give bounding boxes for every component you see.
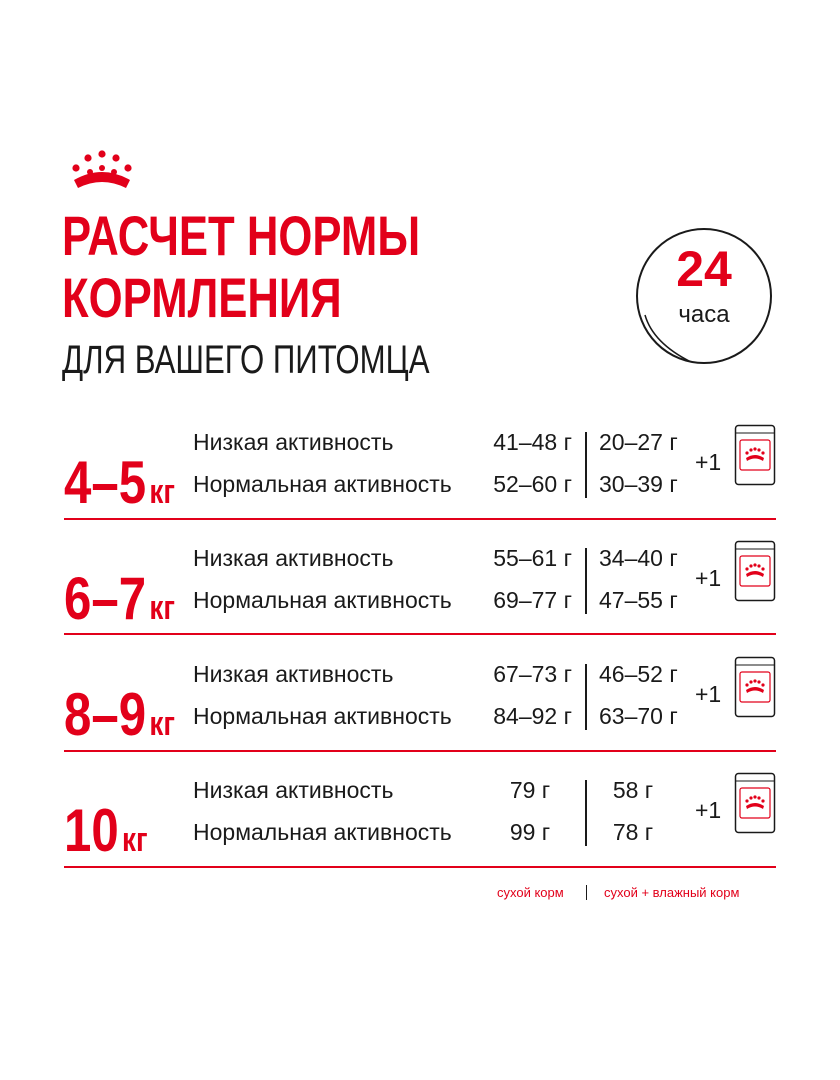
- low-activity-label: Низкая активность: [193, 777, 394, 803]
- low-activity-label: Низкая активность: [193, 545, 394, 571]
- normal-activity-label: Нормальная активность: [193, 703, 452, 729]
- page-subtitle: ДЛЯ ВАШЕГО ПИТОМЦА: [62, 338, 430, 382]
- weight-unit: кг: [149, 589, 175, 627]
- low-mixed-amount: 34–40 г: [599, 545, 678, 571]
- feeding-row: [0, 660, 840, 776]
- weight-unit: кг: [149, 473, 175, 511]
- normal-dry-amount: 69–77 г: [493, 587, 572, 613]
- legend-dry-plus-wet-food: сухой + влажный корм: [604, 885, 740, 900]
- wet-food-pouch-icon: [734, 424, 776, 486]
- crown-logo-icon: [66, 150, 138, 194]
- plus-pouch-count: +1: [695, 797, 722, 823]
- title-line-1: РАСЧЕТ НОРМЫ: [62, 204, 421, 267]
- legend-separator: [586, 885, 587, 900]
- weight-value: 4–5: [64, 449, 147, 516]
- normal-dry-amount: 84–92 г: [493, 703, 572, 729]
- page-title: [62, 205, 420, 329]
- row-divider: [64, 633, 776, 635]
- weight-label: [64, 796, 148, 875]
- low-mixed-amount: 20–27 г: [599, 429, 678, 455]
- badge-hours: 24: [676, 241, 732, 297]
- normal-mixed-amount: 47–55 г: [599, 587, 678, 613]
- low-activity-label: Низкая активность: [193, 661, 394, 687]
- column-separator: [585, 548, 587, 614]
- weight-value: 6–7: [64, 565, 147, 632]
- normal-activity-label: Нормальная активность: [193, 471, 452, 497]
- plus-pouch-count: +1: [695, 565, 722, 591]
- feeding-row: [0, 428, 840, 544]
- low-mixed-amount: 46–52 г: [599, 661, 678, 687]
- row-divider: [64, 750, 776, 752]
- normal-mixed-amount: 63–70 г: [599, 703, 678, 729]
- hours-badge: [633, 225, 775, 367]
- column-separator: [585, 664, 587, 730]
- weight-unit: кг: [122, 821, 148, 859]
- wet-food-pouch-icon: [734, 656, 776, 718]
- title-line-2: КОРМЛЕНИЯ: [62, 266, 342, 329]
- legend-dry-food: сухой корм: [497, 885, 564, 900]
- low-mixed-amount: 58 г: [612, 777, 654, 803]
- row-divider: [64, 866, 776, 868]
- low-dry-amount: 55–61 г: [493, 545, 572, 571]
- column-separator: [585, 780, 587, 846]
- feeding-row: [0, 544, 840, 660]
- row-divider: [64, 518, 776, 520]
- weight-label: [64, 448, 175, 527]
- plus-pouch-count: +1: [695, 449, 722, 475]
- weight-label: [64, 564, 175, 643]
- normal-activity-label: Нормальная активность: [193, 819, 452, 845]
- normal-dry-amount: 99 г: [509, 819, 551, 845]
- column-separator: [585, 432, 587, 498]
- low-dry-amount: 67–73 г: [493, 661, 572, 687]
- low-dry-amount: 79 г: [509, 777, 551, 803]
- normal-mixed-amount: 30–39 г: [599, 471, 678, 497]
- weight-value: 8–9: [64, 681, 147, 748]
- weight-value: 10: [64, 797, 119, 864]
- low-activity-label: Низкая активность: [193, 429, 394, 455]
- wet-food-pouch-icon: [734, 772, 776, 834]
- feeding-row: [0, 776, 840, 892]
- low-dry-amount: 41–48 г: [493, 429, 572, 455]
- weight-unit: кг: [149, 705, 175, 743]
- plus-pouch-count: +1: [695, 681, 722, 707]
- normal-dry-amount: 52–60 г: [493, 471, 572, 497]
- wet-food-pouch-icon: [734, 540, 776, 602]
- weight-label: [64, 680, 175, 759]
- normal-mixed-amount: 78 г: [612, 819, 654, 845]
- normal-activity-label: Нормальная активность: [193, 587, 452, 613]
- badge-unit: часа: [678, 301, 730, 328]
